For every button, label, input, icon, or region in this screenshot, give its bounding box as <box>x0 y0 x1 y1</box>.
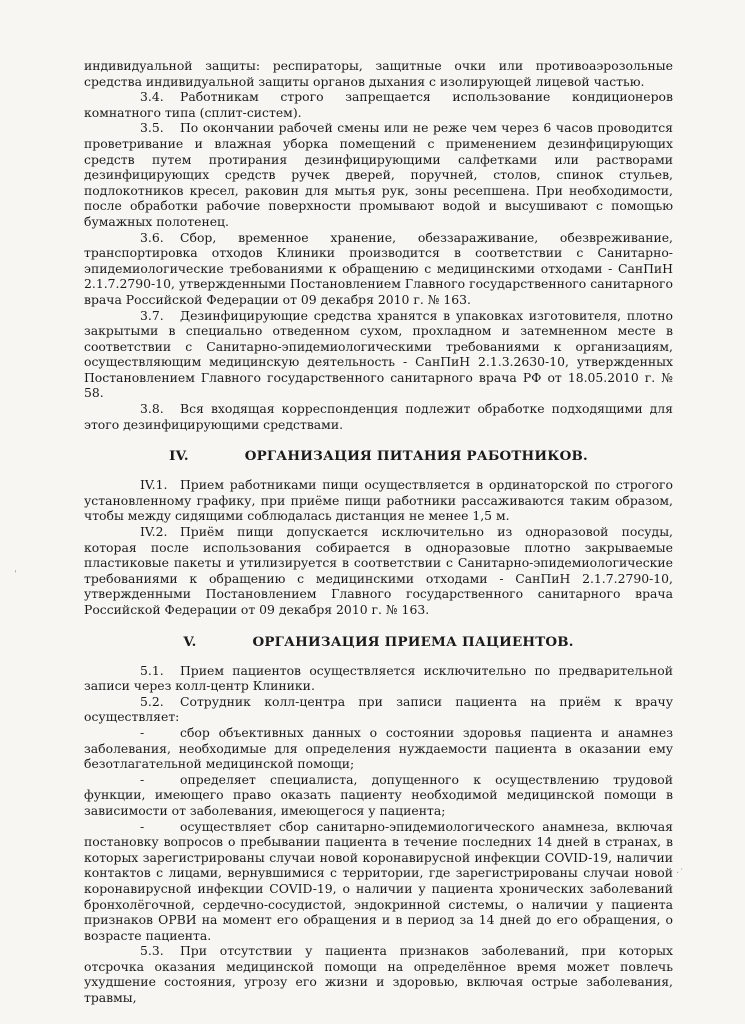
paragraph-number: 3.8. <box>140 401 164 417</box>
section-roman-numeral: V. <box>183 633 197 650</box>
paragraph-number: 3.6. <box>140 229 164 245</box>
paragraph-number: 5.2. <box>140 693 164 709</box>
paragraph-3-4 <box>84 89 673 120</box>
bullet-marker: - <box>140 724 145 740</box>
paragraph-iv-1 <box>84 477 673 524</box>
paragraph-text: Прием работниками пищи осуществляется в ординаторской по строгого установленному графику, при приёме пищи работники рассаживаются таким образом, чтобы между сидящими соблюдалась дистанция не менее 1,5 м. <box>84 477 673 524</box>
paragraph-continuation: индивидуальной защиты: респираторы, защитные очки или противоаэрозольные средства индивидуальной защиты органов дыхания с изолирующей лицевой частью. <box>84 58 673 89</box>
paragraph-number: 5.3. <box>140 943 164 959</box>
section-heading-v <box>84 634 673 650</box>
paragraph-number: 3.4. <box>140 89 164 105</box>
paragraph-number: 3.5. <box>140 120 164 136</box>
paragraph-text: Приём пищи допускается исключительно из одноразовой посуды, которая после использования собирается в одноразовые плотно закрываемые пластиковые пакеты и утилизируется в соответствии с Санитарно-эпидемиологические требованиями к обращению с медицинскими отходами - СанПиН 2.1.7.2790-10, утвержденными Постановлением Главного государственного санитарного врача Российской Федерации от 09 декабря 2010 г. № 163. <box>84 524 673 617</box>
paragraph-iv-2 <box>84 524 673 618</box>
paragraph-text: Сотрудник колл-центра при записи пациента на приём к врачу осуществляет: <box>84 693 673 725</box>
paragraph-text: Сбор, временное хранение, обеззараживание, обезвреживание, транспортировка отходов Клиники производится в соответствии с Санитарно-эпидемиологические требованиями к обращению с медицинскими отходами - СанПиН 2.1.7.2790-10, утвержденными Постановлением Главного государственного санитарного врача Российской Федерации от 09 декабря 2010 г. № 163. <box>84 229 673 307</box>
bullet-item <box>84 772 673 819</box>
paragraph-5-2 <box>84 694 673 725</box>
section-title: ОРГАНИЗАЦИЯ ПРИЕМА ПАЦИЕНТОВ. <box>252 633 574 650</box>
paragraph-number: 5.1. <box>140 662 164 678</box>
paragraph-number: IV.2. <box>140 524 168 540</box>
paragraph-3-5 <box>84 120 673 229</box>
bullet-item <box>84 725 673 772</box>
paragraph-number: IV.1. <box>140 477 168 493</box>
section-roman-numeral: IV. <box>169 448 189 465</box>
bullet-item <box>84 819 673 944</box>
section-heading-iv <box>84 448 673 464</box>
bullet-text: осуществляет сбор санитарно-эпидемиологического анамнеза, включая постановку вопросов о пребывании пациента в течение последних 14 дней в странах, в которых зарегистрированы случаи новой коронавирусной инфекции COVID-19, наличии контактов с лицами, вернувшимися с территории, где зарегистрированы случаи новой коронавирусной инфекции COVID-19, о наличии у пациента хронических заболеваний бронхолёгочной, сердечно-сосудистой, эндокринной системы, о наличии у пациента признаков ОРВИ на момент его обращения и в период за 14 дней до его обращения, о возрасте пациента. <box>84 818 673 943</box>
paragraph-text: Работникам строго запрещается использование кондиционеров комнатного типа (сплит-систем). <box>84 89 673 120</box>
paragraph-text: При отсутствии у пациента признаков заболеваний, при которых отсрочка оказания медицинской помощи на определённое время может повлечь ухудшение состояния, угрозу его жизни и здоровью, включая острые заболевания, травмы, <box>84 943 673 1006</box>
paragraph-text: Прием пациентов осуществляется исключительно по предварительной записи через колл-центр Клиники. <box>84 662 673 694</box>
paragraph-3-8 <box>84 401 673 432</box>
scan-speck: ·˙ <box>676 868 685 879</box>
paragraph-5-1 <box>84 663 673 694</box>
bullet-text: определяет специалиста, допущенного к осуществлению трудовой функции, имеющего право оказать пациенту необходимой медицинской помощи в зависимости от заболевания, имеющегося у пациента; <box>84 771 673 818</box>
paragraph-3-6 <box>84 230 673 308</box>
paragraph-text: По окончании рабочей смены или не реже чем через 6 часов проводится проветривание и влажная уборка помещений с применением дезинфицирующих средств путем протирания дезинфицирующими салфетками или растворами дезинфицирующих средств ручек дверей, поручней, столов, спинок стульев, подлокотников кресел, раковин для мытья рук, зоны ресепшена. При необходимости, после обработки рабочие поверхности промывают водой и высушивают с помощью бумажных полотенец. <box>84 120 673 229</box>
bullet-text: сбор объективных данных о состоянии здоровья пациента и анамнез заболевания, необходимые для определения нуждаемости пациента в оказании ему безотлагательной медицинской помощи; <box>84 724 673 772</box>
paragraph-number: 3.7. <box>140 307 164 323</box>
scan-speck: ˈ <box>14 570 17 581</box>
paragraph-text: Дезинфицирующие средства хранятся в упаковках изготовителя, плотно закрытыми в специально отведенном сухом, прохладном и затемненном месте в соответствии с Санитарно-эпидемиологическими требованиями к организациям, осуществляющим медицинскую деятельность - СанПиН 2.1.3.2630-10, утвержденных Постановлением Главного государственного санитарного врача РФ от 18.05.2010 г. № 58. <box>84 307 673 401</box>
section-title: ОРГАНИЗАЦИЯ ПИТАНИЯ РАБОТНИКОВ. <box>244 448 588 465</box>
paragraph-3-7 <box>84 308 673 402</box>
paragraph-text: Вся входящая корреспонденция подлежит обработке подходящими для этого дезинфицирующими средствами. <box>84 401 673 432</box>
paragraph-5-3 <box>84 943 673 1005</box>
bullet-marker: - <box>140 818 145 834</box>
bullet-marker: - <box>140 771 145 787</box>
